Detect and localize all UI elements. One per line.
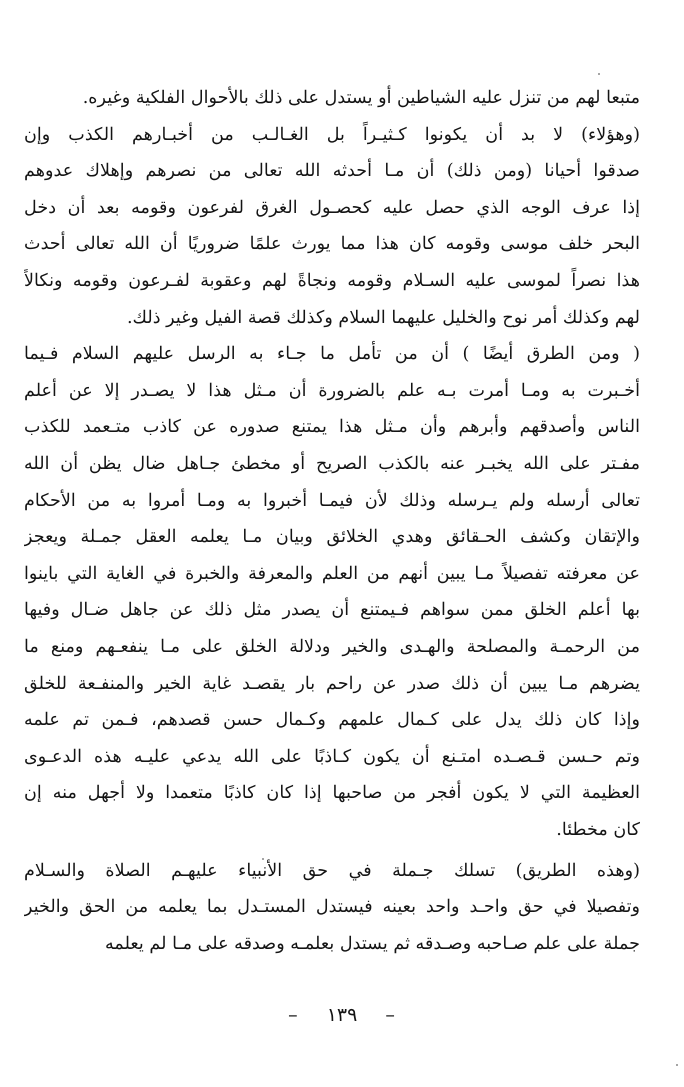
text-line: (وهؤلاء) لا بد أن يكونوا كـثيـراً بل الغـالـب من أخبـارهم الكذب وإن [24, 124, 640, 145]
text-line: الناس وأصدقهم وأبرهم وأن مـثل هذا يمتنع صدوره عن كاذب متـعمد للكذب [24, 417, 640, 438]
paper-speck [598, 73, 600, 75]
text-line: لهم وكذلك أمر نوح والخليل عليهما السلام وكذلك قصة الفيل وغير ذلك. [126, 307, 640, 328]
paper-speck [676, 1064, 678, 1066]
folio-dash-left: – [288, 1004, 299, 1026]
text-line: جملة على علم صـاحبه وصـدقه ثم يستدل بعلمـه وصدقه على مـا لم يعلمه [105, 933, 640, 954]
text-line: هذا نصراً لموسى عليه السـلام وقومه ونجاةً لهم وعقوبة لفـرعون وقومه ونكالاً [24, 271, 640, 291]
text-line: مفـتر على الله يخبـر عنه بالكذب الصريح أو مخطئ جـاهل ضال يظن أن الله [24, 454, 640, 474]
page-number: ١٣٩ [326, 1004, 358, 1026]
paper-speck [262, 858, 264, 860]
text-line: وإذا كان ذلك يدل على كـمال علمهم وكـمال حسن قصدهم، فـمن تم علمه [24, 710, 640, 731]
text-line: يضرهم مـا يبين أن ذلك صدر عن راحم بار يقصـد غاية الخير والمنفـعة للخلق [24, 673, 640, 694]
text-line: من الرحمـة والمصلحة والهـدى والخير ودلالة الخلق على مـا ينفعـهم ومنع ما [24, 637, 640, 657]
page-number-footer [0, 1004, 684, 1026]
text-line: صدقوا أحيانا (ومن ذلك) أن مـا أحدثه الله تعالى من نصرهم وإهلاك عدوهم [24, 161, 640, 182]
folio-dash-right: – [385, 1004, 396, 1026]
text-line: متبعا لهم من تنزل عليه الشياطين أو يستدل على ذلك بالأحوال الفلكية وغيره. [82, 88, 640, 108]
text-line: أخـبرت به ومـا أمرت بـه علم بالضرورة أن مـثل هذا لا يصـدر إلا عن أعلم [24, 380, 640, 401]
text-line: إذا عرف الوجه الذي حصل عليه كحصـول الغرق لفرعون وقومه بعد أن دخل [24, 197, 640, 218]
text-line: البحر خلف موسى وقومه كان هذا مما يورث علمًا ضروريًا أن الله تعالى أحدث [24, 234, 640, 255]
text-line: (وهذه الطريق) تسلك جـملة في حق الأنبياء عليهـم الصلاة والسـلام [24, 860, 640, 881]
text-line: كان مخطئا. [556, 820, 640, 840]
text-line: العظيمة التي لا يكون أفجر من صاحبها إذا كان كاذبًا متعمدا ولا أجهل منه إن [24, 783, 640, 804]
text-line: وتم حـسن قـصـده امتـنع أن يكون كـاذبًا على الله يدعي عليـه هذه الدعـوى [24, 746, 640, 767]
text-line: والإتقان وكشف الحـقائق وهدي الخلائق وبيان مـا يعلمه العقل جمـلة ويعجز [24, 527, 640, 548]
text-line: عن معرفته تفصيلاً مـا يبين أنهم من العلم والمعرفة والخبرة في الغاية التي باينوا [24, 563, 640, 584]
text-line: وتفصيلا في حق واحـد واحد بعينه فيستدل المستـدل بما يعلمه من الحق والخير [24, 897, 640, 918]
text-line: تعالى أرسله ولم يـرسله وذلك لأن فيمـا أخبروا به ومـا أمروا به من الأحكام [24, 490, 640, 511]
text-line: بها أعلم الخلق ممن سواهم فـيمتنع أن يصدر مثل ذلك عن جاهل ضـال وفيها [24, 600, 640, 621]
text-line: ( ومن الطرق أيضًا ) أن من تأمل ما جـاء به الرسل عليهم السلام فـيما [24, 344, 640, 365]
